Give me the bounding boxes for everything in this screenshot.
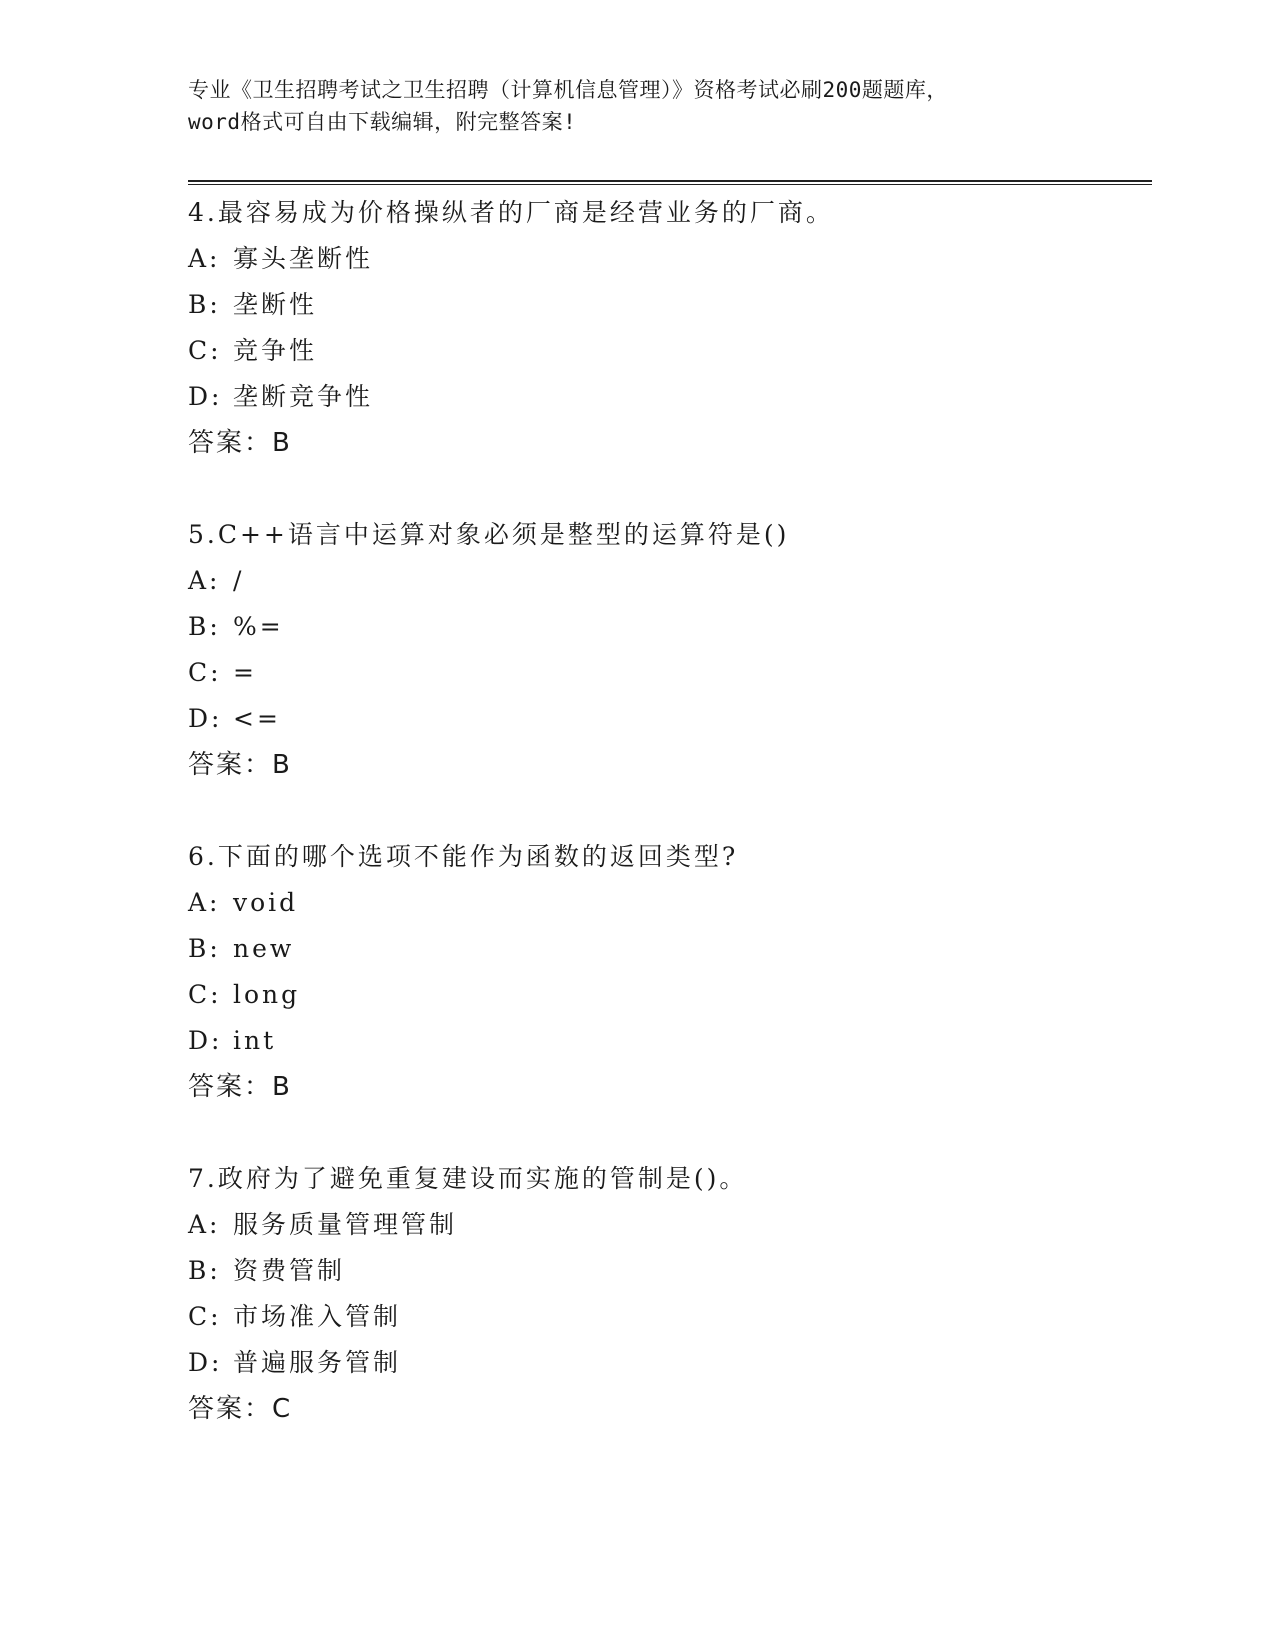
option-text: long [233, 980, 301, 1009]
question-text: 7.政府为了避免重复建设而实施的管制是()。 [188, 1164, 748, 1193]
question-text: 5.C++语言中运算对象必须是整型的运算符是() [188, 520, 790, 549]
option-text: int [233, 1026, 277, 1055]
question-text: 4.最容易成为价格操纵者的厂商是经营业务的厂商。 [188, 198, 834, 227]
option-c [188, 1294, 1148, 1340]
answer-line: 答案：C [188, 1394, 293, 1424]
question-4 [188, 190, 1148, 466]
option-d [188, 1340, 1148, 1386]
option-text: void [233, 888, 299, 917]
question-7 [188, 1156, 1148, 1432]
option-c [188, 972, 1148, 1018]
document-header [188, 74, 1088, 138]
option-a [188, 1202, 1148, 1248]
option-letter: A: [188, 888, 221, 917]
option-b [188, 604, 1148, 650]
option-text: 垄断竞争性 [233, 382, 374, 411]
option-d [188, 1018, 1148, 1064]
answer-line: 答案：B [188, 1072, 292, 1102]
option-text: 市场准入管制 [233, 1302, 402, 1331]
option-a [188, 558, 1148, 604]
option-d [188, 374, 1148, 420]
header-divider-thick [188, 180, 1152, 182]
question-list [188, 190, 1148, 1478]
option-letter: A: [188, 566, 221, 595]
option-c [188, 650, 1148, 696]
header-line-2: word格式可自由下载编辑，附完整答案! [188, 110, 577, 134]
option-text: %= [233, 612, 284, 641]
question-6 [188, 834, 1148, 1110]
option-c [188, 328, 1148, 374]
option-letter: B: [188, 934, 221, 963]
option-letter: D: [188, 1348, 223, 1377]
option-letter: C: [188, 1302, 222, 1331]
option-letter: D: [188, 382, 223, 411]
option-text: 普遍服务管制 [233, 1348, 402, 1377]
option-letter: B: [188, 290, 221, 319]
option-text: <= [233, 704, 281, 733]
option-d [188, 696, 1148, 742]
option-letter: C: [188, 336, 222, 365]
option-letter: D: [188, 704, 223, 733]
option-text: 垄断性 [233, 290, 318, 319]
option-letter: B: [188, 1256, 221, 1285]
header-line-1: 专业《卫生招聘考试之卫生招聘（计算机信息管理）》资格考试必刷200题题库， [188, 78, 948, 102]
option-a [188, 236, 1148, 282]
option-letter: A: [188, 1210, 221, 1239]
option-b [188, 282, 1148, 328]
answer-line: 答案：B [188, 428, 292, 458]
option-letter: C: [188, 658, 222, 687]
option-text: 服务质量管理管制 [233, 1210, 458, 1239]
option-b [188, 1248, 1148, 1294]
option-letter: C: [188, 980, 222, 1009]
option-b [188, 926, 1148, 972]
option-letter: B: [188, 612, 221, 641]
question-5 [188, 512, 1148, 788]
option-text: 资费管制 [233, 1256, 346, 1285]
header-divider-thin [188, 184, 1152, 185]
option-letter: A: [188, 244, 221, 273]
option-letter: D: [188, 1026, 223, 1055]
option-text: = [233, 658, 257, 687]
question-text: 6.下面的哪个选项不能作为函数的返回类型? [188, 842, 739, 871]
option-text: / [233, 566, 245, 595]
option-text: new [233, 934, 295, 963]
option-a [188, 880, 1148, 926]
option-text: 寡头垄断性 [233, 244, 374, 273]
answer-line: 答案：B [188, 750, 292, 780]
option-text: 竞争性 [233, 336, 318, 365]
